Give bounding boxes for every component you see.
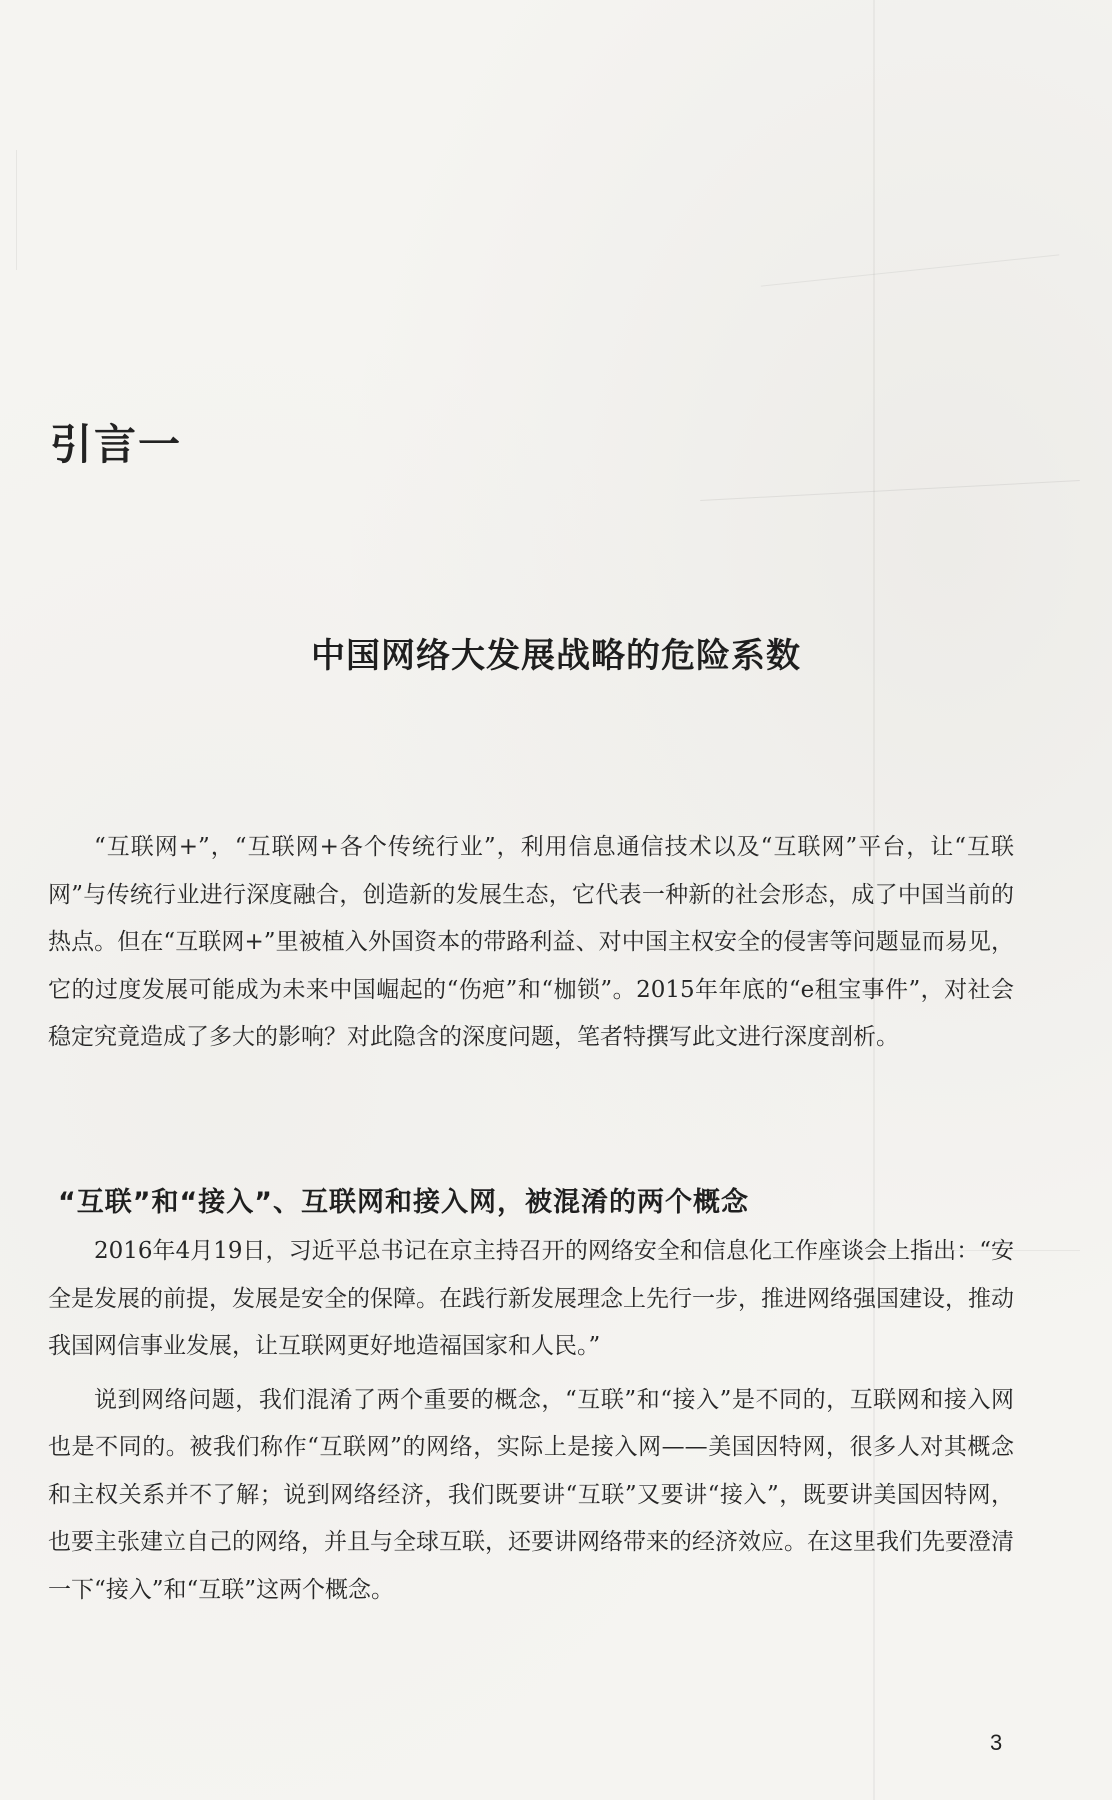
intro-section: [48, 824, 1014, 1062]
show-through-line: [16, 150, 17, 270]
section-paragraph: 说到网络问题，我们混淆了两个重要的概念，“互联”和“接入”是不同的，互联网和接入网也是不同的。被我们称作“互联网”的网络，实际上是接入网——美国因特网，很多人对其概念和主权关系并不了解；说到网络经济，我们既要讲“互联”又要讲“接入”，既要讲美国因特网，也要主张建立自己的网络，并且与全球互联，还要讲网络带来的经济效应。在这里我们先要澄清一下“接入”和“互联”这两个概念。: [48, 1386, 1014, 1603]
section-paragraph: 2016年4月19日，习近平总书记在京主持召开的网络安全和信息化工作座谈会上指出：“安全是发展的前提，发展是安全的保障。在践行新发展理念上先行一步，推进网络强国建设，推动我国网信事业发展，让互联网更好地造福国家和人民。”: [48, 1238, 1014, 1359]
article-title: 中国网络大发展战略的危险系数: [311, 636, 801, 676]
section-body: [48, 1228, 1014, 1614]
show-through-line: [700, 480, 1080, 501]
show-through-line: [761, 254, 1059, 286]
page-number: 3: [990, 1730, 1003, 1755]
chapter-label: 引言一: [50, 420, 183, 469]
section-heading: “互联”和“接入”、互联网和接入网，被混淆的两个概念: [58, 1187, 749, 1218]
intro-paragraph: “互联网+”，“互联网+各个传统行业”，利用信息通信技术以及“互联网”平台，让“互联网”与传统行业进行深度融合，创造新的发展生态，它代表一种新的社会形态，成了中国当前的热点。但在“互联网+”里被植入外国资本的带路利益、对中国主权安全的侵害等问题显而易见，它的过度发展可能成为未来中国崛起的“伤疤”和“枷锁”。2015年年底的“e租宝事件”，对社会稳定究竟造成了多大的影响？对此隐含的深度问题，笔者特撰写此文进行深度剖析。: [48, 834, 1014, 1050]
